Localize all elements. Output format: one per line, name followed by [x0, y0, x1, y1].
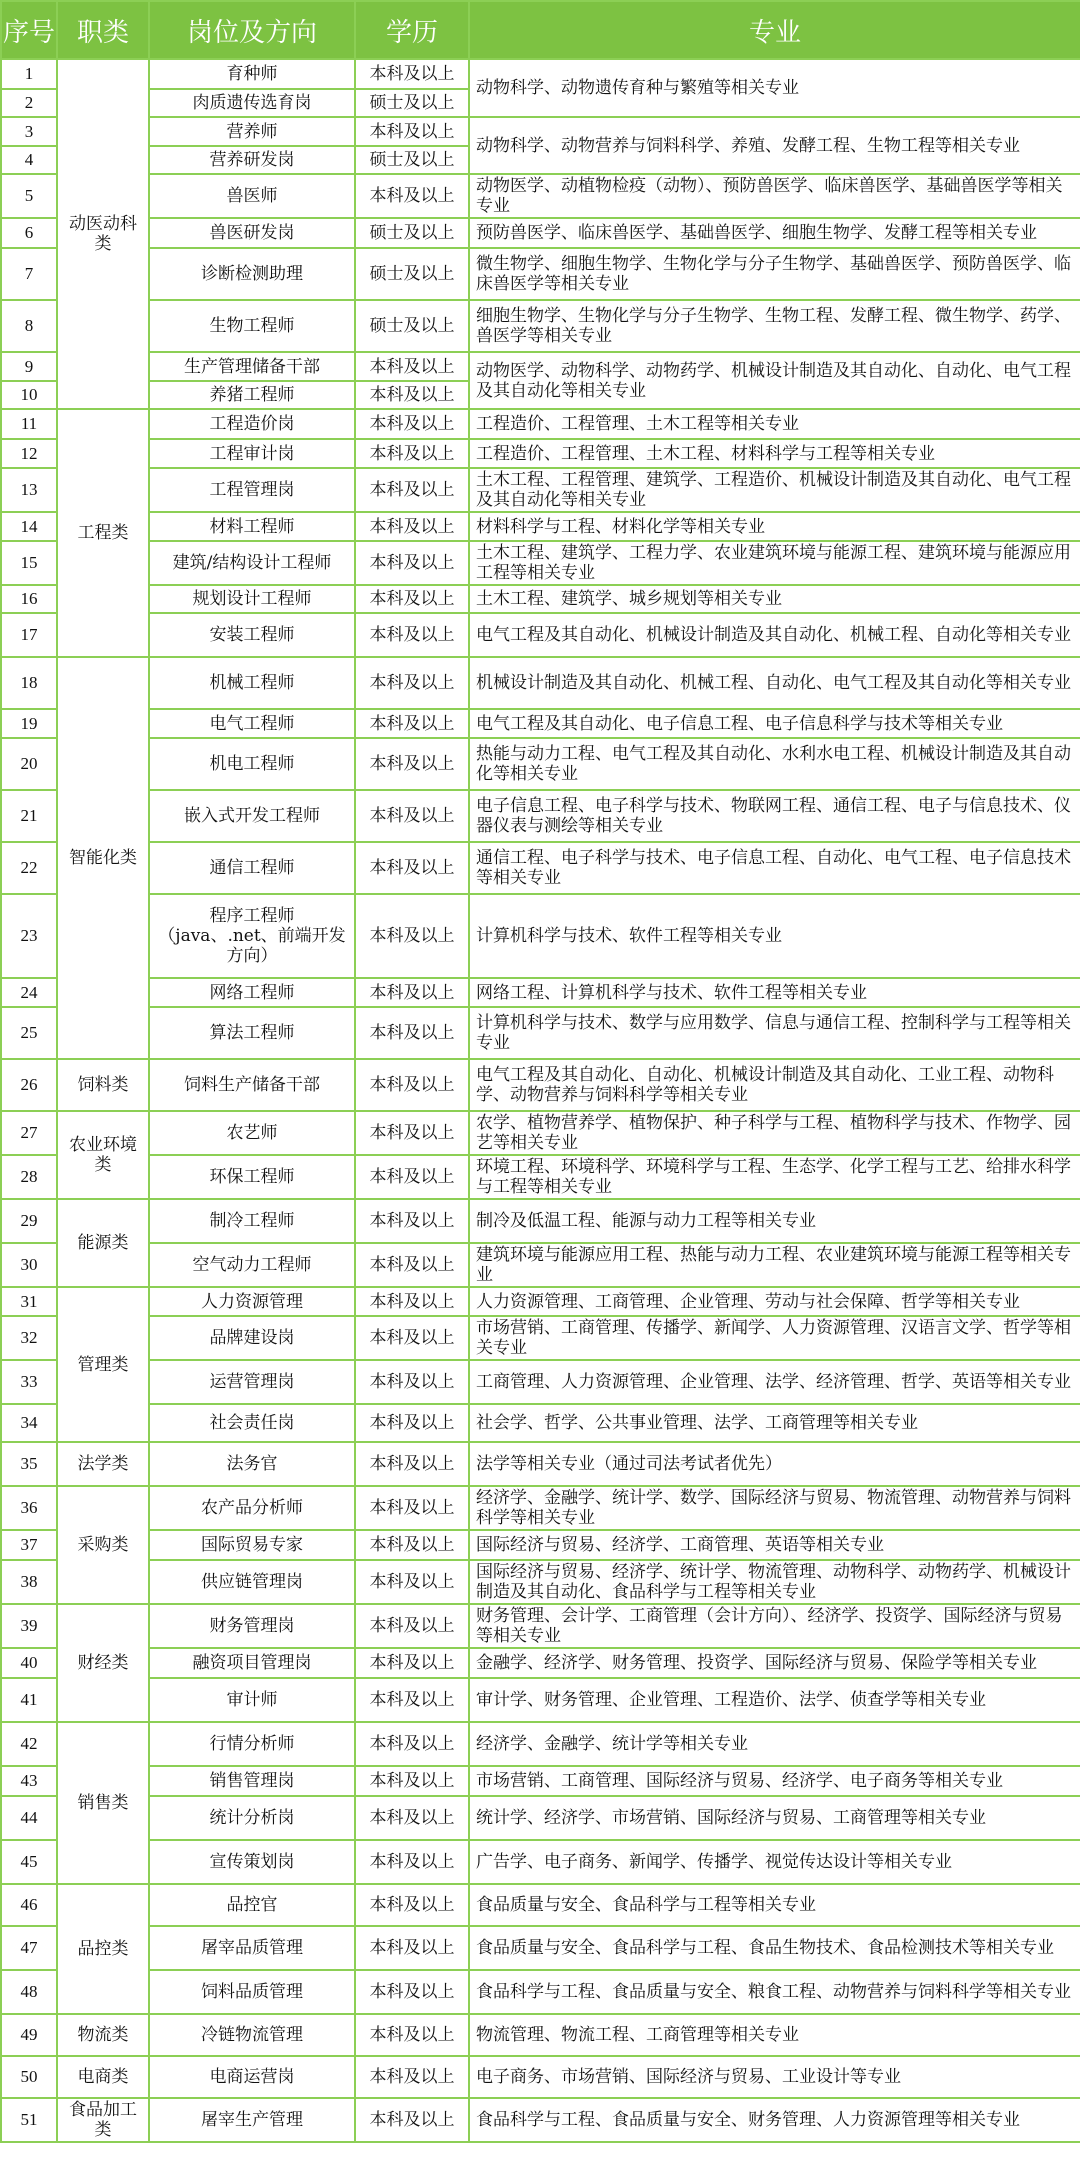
major-cell: 微生物学、细胞生物学、生物化学与分子生物学、基础兽医学、预防兽医学、临床兽医学等相关专业 [469, 248, 1080, 300]
table-row [1, 790, 1080, 842]
major-cell: 食品科学与工程、食品质量与安全、财务管理、人力资源管理等相关专业 [469, 2098, 1080, 2142]
major-cell: 电气工程及其自动化、机械设计制造及其自动化、机械工程、自动化等相关专业 [469, 613, 1080, 657]
category-cell: 法学类 [57, 1442, 149, 1486]
position-cell: 网络工程师 [149, 978, 355, 1007]
category-cell: 财经类 [57, 1604, 149, 1722]
row-index: 2 [1, 89, 57, 117]
position-cell: 工程管理岗 [149, 468, 355, 512]
header-major: 专业 [469, 1, 1080, 59]
table-row [1, 1486, 1080, 1530]
major-cell: 经济学、金融学、统计学、数学、国际经济与贸易、物流管理、动物营养与饲料科学等相关专业 [469, 1486, 1080, 1530]
table-row [1, 1199, 1080, 1243]
row-index: 45 [1, 1840, 57, 1884]
category-cell: 物流类 [57, 2014, 149, 2056]
position-cell: 农艺师 [149, 1111, 355, 1155]
category-cell: 能源类 [57, 1199, 149, 1287]
position-cell: 工程审计岗 [149, 439, 355, 468]
position-cell: 农产品分析师 [149, 1486, 355, 1530]
education-cell: 本科及以上 [355, 1560, 469, 1604]
education-cell: 硕士及以上 [355, 218, 469, 248]
position-cell: 肉质遗传选育岗 [149, 89, 355, 117]
education-cell: 本科及以上 [355, 409, 469, 439]
position-cell: 安装工程师 [149, 613, 355, 657]
table-row [1, 2056, 1080, 2098]
table-row [1, 59, 1080, 89]
header-position: 岗位及方向 [149, 1, 355, 59]
table-row [1, 1796, 1080, 1840]
education-cell: 本科及以上 [355, 1243, 469, 1287]
table-row [1, 1604, 1080, 1648]
table-row [1, 1678, 1080, 1722]
major-cell: 制冷及低温工程、能源与动力工程等相关专业 [469, 1199, 1080, 1243]
major-cell: 预防兽医学、临床兽医学、基础兽医学、细胞生物学、发酵工程等相关专业 [469, 218, 1080, 248]
major-cell: 机械设计制造及其自动化、机械工程、自动化、电气工程及其自动化等相关专业 [469, 657, 1080, 709]
table-body [1, 59, 1080, 2142]
header-education: 学历 [355, 1, 469, 59]
row-index: 47 [1, 1926, 57, 1970]
education-cell: 本科及以上 [355, 790, 469, 842]
category-cell: 智能化类 [57, 657, 149, 1059]
education-cell: 本科及以上 [355, 1155, 469, 1199]
major-cell: 人力资源管理、工商管理、企业管理、劳动与社会保障、哲学等相关专业 [469, 1287, 1080, 1316]
major-cell: 国际经济与贸易、经济学、统计学、物流管理、动物科学、动物药学、机械设计制造及其自动化、食品科学与工程等相关专业 [469, 1560, 1080, 1604]
table-row [1, 1404, 1080, 1442]
row-index: 42 [1, 1722, 57, 1766]
table-row [1, 1766, 1080, 1796]
major-cell: 广告学、电子商务、新闻学、传播学、视觉传达设计等相关专业 [469, 1840, 1080, 1884]
education-cell: 本科及以上 [355, 1678, 469, 1722]
education-cell: 本科及以上 [355, 1722, 469, 1766]
row-index: 51 [1, 2098, 57, 2142]
education-cell: 本科及以上 [355, 468, 469, 512]
row-index: 31 [1, 1287, 57, 1316]
education-cell: 本科及以上 [355, 613, 469, 657]
education-cell: 本科及以上 [355, 657, 469, 709]
row-index: 10 [1, 381, 57, 409]
row-index: 24 [1, 978, 57, 1007]
position-cell: 育种师 [149, 59, 355, 89]
major-cell: 电气工程及其自动化、电子信息工程、电子信息科学与技术等相关专业 [469, 709, 1080, 738]
education-cell: 本科及以上 [355, 1970, 469, 2014]
major-cell: 食品科学与工程、食品质量与安全、粮食工程、动物营养与饲料科学等相关专业 [469, 1970, 1080, 2014]
education-cell: 本科及以上 [355, 1199, 469, 1243]
category-cell: 动医动科类 [57, 59, 149, 409]
category-cell: 农业环境类 [57, 1111, 149, 1199]
position-cell: 品控官 [149, 1884, 355, 1926]
major-cell: 通信工程、电子科学与技术、电子信息工程、自动化、电气工程、电子信息技术等相关专业 [469, 842, 1080, 894]
education-cell: 本科及以上 [355, 894, 469, 978]
position-cell: 屠宰品质管理 [149, 1926, 355, 1970]
row-index: 41 [1, 1678, 57, 1722]
row-index: 12 [1, 439, 57, 468]
position-cell: 销售管理岗 [149, 1766, 355, 1796]
education-cell: 本科及以上 [355, 1287, 469, 1316]
education-cell: 本科及以上 [355, 1796, 469, 1840]
education-cell: 本科及以上 [355, 1648, 469, 1678]
education-cell: 本科及以上 [355, 978, 469, 1007]
education-cell: 本科及以上 [355, 2098, 469, 2142]
education-cell: 本科及以上 [355, 1404, 469, 1442]
table-row [1, 842, 1080, 894]
row-index: 39 [1, 1604, 57, 1648]
table-row [1, 174, 1080, 218]
position-cell: 算法工程师 [149, 1007, 355, 1059]
row-index: 49 [1, 2014, 57, 2056]
row-index: 33 [1, 1360, 57, 1404]
major-cell: 社会学、哲学、公共事业管理、法学、工商管理等相关专业 [469, 1404, 1080, 1442]
category-cell: 饲料类 [57, 1059, 149, 1111]
major-cell: 环境工程、环境科学、环境科学与工程、生态学、化学工程与工艺、给排水科学与工程等相关专业 [469, 1155, 1080, 1199]
education-cell: 硕士及以上 [355, 300, 469, 352]
major-cell: 农学、植物营养学、植物保护、种子科学与工程、植物科学与技术、作物学、园艺等相关专业 [469, 1111, 1080, 1155]
row-index: 29 [1, 1199, 57, 1243]
position-cell: 财务管理岗 [149, 1604, 355, 1648]
header-category: 职类 [57, 1, 149, 59]
major-cell: 土木工程、工程管理、建筑学、工程造价、机械设计制造及其自动化、电气工程及其自动化等相关专业 [469, 468, 1080, 512]
education-cell: 本科及以上 [355, 174, 469, 218]
row-index: 3 [1, 117, 57, 146]
education-cell: 本科及以上 [355, 1360, 469, 1404]
major-cell: 热能与动力工程、电气工程及其自动化、水利水电工程、机械设计制造及其自动化等相关专业 [469, 738, 1080, 790]
table-row [1, 1360, 1080, 1404]
major-cell: 法学等相关专业（通过司法考试者优先） [469, 1442, 1080, 1486]
major-cell: 建筑环境与能源应用工程、热能与动力工程、农业建筑环境与能源工程等相关专业 [469, 1243, 1080, 1287]
category-cell: 管理类 [57, 1287, 149, 1442]
row-index: 8 [1, 300, 57, 352]
position-cell: 建筑/结构设计工程师 [149, 541, 355, 585]
major-cell: 电子商务、市场营销、国际经济与贸易、工业设计等专业 [469, 2056, 1080, 2098]
major-cell: 统计学、经济学、市场营销、国际经济与贸易、工商管理等相关专业 [469, 1796, 1080, 1840]
position-cell: 生物工程师 [149, 300, 355, 352]
row-index: 6 [1, 218, 57, 248]
category-cell: 食品加工类 [57, 2098, 149, 2142]
row-index: 40 [1, 1648, 57, 1678]
education-cell: 本科及以上 [355, 381, 469, 409]
row-index: 36 [1, 1486, 57, 1530]
row-index: 15 [1, 541, 57, 585]
major-cell: 动物科学、动物营养与饲料科学、养殖、发酵工程、生物工程等相关专业 [469, 117, 1080, 174]
education-cell: 本科及以上 [355, 1530, 469, 1560]
category-cell: 销售类 [57, 1722, 149, 1884]
table-row [1, 1111, 1080, 1155]
row-index: 13 [1, 468, 57, 512]
table-row [1, 709, 1080, 738]
education-cell: 本科及以上 [355, 1766, 469, 1796]
education-cell: 本科及以上 [355, 512, 469, 541]
row-index: 18 [1, 657, 57, 709]
position-cell: 饲料生产储备干部 [149, 1059, 355, 1111]
row-index: 7 [1, 248, 57, 300]
table-row [1, 1648, 1080, 1678]
education-cell: 本科及以上 [355, 1486, 469, 1530]
position-cell: 嵌入式开发工程师 [149, 790, 355, 842]
education-cell: 硕士及以上 [355, 146, 469, 174]
row-index: 14 [1, 512, 57, 541]
position-cell: 营养研发岗 [149, 146, 355, 174]
major-cell: 土木工程、建筑学、城乡规划等相关专业 [469, 585, 1080, 613]
table-row [1, 1155, 1080, 1199]
major-cell: 网络工程、计算机科学与技术、软件工程等相关专业 [469, 978, 1080, 1007]
position-cell: 兽医师 [149, 174, 355, 218]
position-cell: 国际贸易专家 [149, 1530, 355, 1560]
major-cell: 市场营销、工商管理、传播学、新闻学、人力资源管理、汉语言文学、哲学等相关专业 [469, 1316, 1080, 1360]
table-row [1, 1560, 1080, 1604]
table-row [1, 1926, 1080, 1970]
row-index: 1 [1, 59, 57, 89]
row-index: 46 [1, 1884, 57, 1926]
table-row [1, 2014, 1080, 2056]
position-cell: 兽医研发岗 [149, 218, 355, 248]
row-index: 17 [1, 613, 57, 657]
major-cell: 动物医学、动植物检疫（动物）、预防兽医学、临床兽医学、基础兽医学等相关专业 [469, 174, 1080, 218]
position-cell: 机械工程师 [149, 657, 355, 709]
row-index: 22 [1, 842, 57, 894]
table-row [1, 1243, 1080, 1287]
education-cell: 本科及以上 [355, 1884, 469, 1926]
row-index: 43 [1, 1766, 57, 1796]
education-cell: 硕士及以上 [355, 248, 469, 300]
table-row [1, 439, 1080, 468]
education-cell: 本科及以上 [355, 738, 469, 790]
major-cell: 金融学、经济学、财务管理、投资学、国际经济与贸易、保险学等相关专业 [469, 1648, 1080, 1678]
position-cell: 融资项目管理岗 [149, 1648, 355, 1678]
major-cell: 电子信息工程、电子科学与技术、物联网工程、通信工程、电子与信息技术、仪器仪表与测绘等相关专业 [469, 790, 1080, 842]
table-row [1, 1840, 1080, 1884]
row-index: 37 [1, 1530, 57, 1560]
row-index: 34 [1, 1404, 57, 1442]
major-cell: 审计学、财务管理、企业管理、工程造价、法学、侦查学等相关专业 [469, 1678, 1080, 1722]
major-cell: 动物医学、动物科学、动物药学、机械设计制造及其自动化、自动化、电气工程及其自动化等相关专业 [469, 352, 1080, 409]
position-cell: 法务官 [149, 1442, 355, 1486]
position-cell: 屠宰生产管理 [149, 2098, 355, 2142]
table-row [1, 894, 1080, 978]
row-index: 50 [1, 2056, 57, 2098]
table-row [1, 1722, 1080, 1766]
major-cell: 工程造价、工程管理、土木工程、材料科学与工程等相关专业 [469, 439, 1080, 468]
position-cell: 饲料品质管理 [149, 1970, 355, 2014]
major-cell: 细胞生物学、生物化学与分子生物学、生物工程、发酵工程、微生物学、药学、兽医学等相关专业 [469, 300, 1080, 352]
row-index: 30 [1, 1243, 57, 1287]
table-row [1, 978, 1080, 1007]
row-index: 25 [1, 1007, 57, 1059]
category-cell: 电商类 [57, 2056, 149, 2098]
position-cell: 养猪工程师 [149, 381, 355, 409]
education-cell: 本科及以上 [355, 1316, 469, 1360]
table-row [1, 1007, 1080, 1059]
education-cell: 本科及以上 [355, 1442, 469, 1486]
major-cell: 财务管理、会计学、工商管理（会计方向）、经济学、投资学、国际经济与贸易等相关专业 [469, 1604, 1080, 1648]
major-cell: 食品质量与安全、食品科学与工程、食品生物技术、食品检测技术等相关专业 [469, 1926, 1080, 1970]
position-cell: 规划设计工程师 [149, 585, 355, 613]
category-cell: 品控类 [57, 1884, 149, 2014]
position-cell: 通信工程师 [149, 842, 355, 894]
table-row [1, 117, 1080, 146]
position-cell: 程序工程师（java、.net、前端开发方向） [149, 894, 355, 978]
table-row [1, 512, 1080, 541]
row-index: 28 [1, 1155, 57, 1199]
table-row [1, 657, 1080, 709]
position-cell: 空气动力工程师 [149, 1243, 355, 1287]
row-index: 23 [1, 894, 57, 978]
position-cell: 工程造价岗 [149, 409, 355, 439]
position-cell: 统计分析岗 [149, 1796, 355, 1840]
row-index: 9 [1, 352, 57, 381]
major-cell: 食品质量与安全、食品科学与工程等相关专业 [469, 1884, 1080, 1926]
major-cell: 市场营销、工商管理、国际经济与贸易、经济学、电子商务等相关专业 [469, 1766, 1080, 1796]
position-cell: 宣传策划岗 [149, 1840, 355, 1884]
table-row [1, 1884, 1080, 1926]
table-row [1, 300, 1080, 352]
education-cell: 本科及以上 [355, 1926, 469, 1970]
education-cell: 本科及以上 [355, 59, 469, 89]
education-cell: 本科及以上 [355, 1007, 469, 1059]
position-cell: 诊断检测助理 [149, 248, 355, 300]
table-row [1, 1442, 1080, 1486]
table-row [1, 1970, 1080, 2014]
major-cell: 电气工程及其自动化、自动化、机械设计制造及其自动化、工业工程、动物科学、动物营养与饲料科学等相关专业 [469, 1059, 1080, 1111]
major-cell: 土木工程、建筑学、工程力学、农业建筑环境与能源工程、建筑环境与能源应用工程等相关专业 [469, 541, 1080, 585]
row-index: 20 [1, 738, 57, 790]
position-cell: 审计师 [149, 1678, 355, 1722]
table-row [1, 1316, 1080, 1360]
table-row [1, 541, 1080, 585]
table-row [1, 468, 1080, 512]
position-cell: 环保工程师 [149, 1155, 355, 1199]
education-cell: 硕士及以上 [355, 89, 469, 117]
row-index: 16 [1, 585, 57, 613]
table-row [1, 2098, 1080, 2142]
position-cell: 品牌建设岗 [149, 1316, 355, 1360]
education-cell: 本科及以上 [355, 2014, 469, 2056]
position-cell: 运营管理岗 [149, 1360, 355, 1404]
position-cell: 材料工程师 [149, 512, 355, 541]
position-cell: 机电工程师 [149, 738, 355, 790]
position-cell: 电商运营岗 [149, 2056, 355, 2098]
table-row [1, 585, 1080, 613]
education-cell: 本科及以上 [355, 1059, 469, 1111]
position-cell: 营养师 [149, 117, 355, 146]
table-row [1, 248, 1080, 300]
major-cell: 动物科学、动物遗传育种与繁殖等相关专业 [469, 59, 1080, 117]
education-cell: 本科及以上 [355, 2056, 469, 2098]
row-index: 26 [1, 1059, 57, 1111]
category-cell: 采购类 [57, 1486, 149, 1604]
major-cell: 工商管理、人力资源管理、企业管理、法学、经济管理、哲学、英语等相关专业 [469, 1360, 1080, 1404]
position-cell: 生产管理储备干部 [149, 352, 355, 381]
row-index: 35 [1, 1442, 57, 1486]
education-cell: 本科及以上 [355, 352, 469, 381]
education-cell: 本科及以上 [355, 439, 469, 468]
major-cell: 工程造价、工程管理、土木工程等相关专业 [469, 409, 1080, 439]
row-index: 32 [1, 1316, 57, 1360]
major-cell: 国际经济与贸易、经济学、工商管理、英语等相关专业 [469, 1530, 1080, 1560]
row-index: 4 [1, 146, 57, 174]
position-cell: 社会责任岗 [149, 1404, 355, 1442]
row-index: 44 [1, 1796, 57, 1840]
position-cell: 电气工程师 [149, 709, 355, 738]
education-cell: 本科及以上 [355, 117, 469, 146]
education-cell: 本科及以上 [355, 1840, 469, 1884]
category-cell: 工程类 [57, 409, 149, 657]
row-index: 19 [1, 709, 57, 738]
header-index: 序号 [1, 1, 57, 59]
education-cell: 本科及以上 [355, 709, 469, 738]
table-row [1, 218, 1080, 248]
position-cell: 冷链物流管理 [149, 2014, 355, 2056]
table-row [1, 409, 1080, 439]
row-index: 48 [1, 1970, 57, 2014]
row-index: 5 [1, 174, 57, 218]
education-cell: 本科及以上 [355, 541, 469, 585]
position-cell: 制冷工程师 [149, 1199, 355, 1243]
table-row [1, 1287, 1080, 1316]
header-row [1, 1, 1080, 59]
row-index: 21 [1, 790, 57, 842]
row-index: 38 [1, 1560, 57, 1604]
education-cell: 本科及以上 [355, 842, 469, 894]
table-row [1, 352, 1080, 381]
position-cell: 行情分析师 [149, 1722, 355, 1766]
major-cell: 物流管理、物流工程、工商管理等相关专业 [469, 2014, 1080, 2056]
table-row [1, 1530, 1080, 1560]
education-cell: 本科及以上 [355, 1604, 469, 1648]
position-cell: 人力资源管理 [149, 1287, 355, 1316]
major-cell: 材料科学与工程、材料化学等相关专业 [469, 512, 1080, 541]
row-index: 11 [1, 409, 57, 439]
table-row [1, 1059, 1080, 1111]
major-cell: 经济学、金融学、统计学等相关专业 [469, 1722, 1080, 1766]
position-cell: 供应链管理岗 [149, 1560, 355, 1604]
major-cell: 计算机科学与技术、数学与应用数学、信息与通信工程、控制科学与工程等相关专业 [469, 1007, 1080, 1059]
table-row [1, 613, 1080, 657]
education-cell: 本科及以上 [355, 585, 469, 613]
education-cell: 本科及以上 [355, 1111, 469, 1155]
table-row [1, 738, 1080, 790]
major-cell: 计算机科学与技术、软件工程等相关专业 [469, 894, 1080, 978]
row-index: 27 [1, 1111, 57, 1155]
